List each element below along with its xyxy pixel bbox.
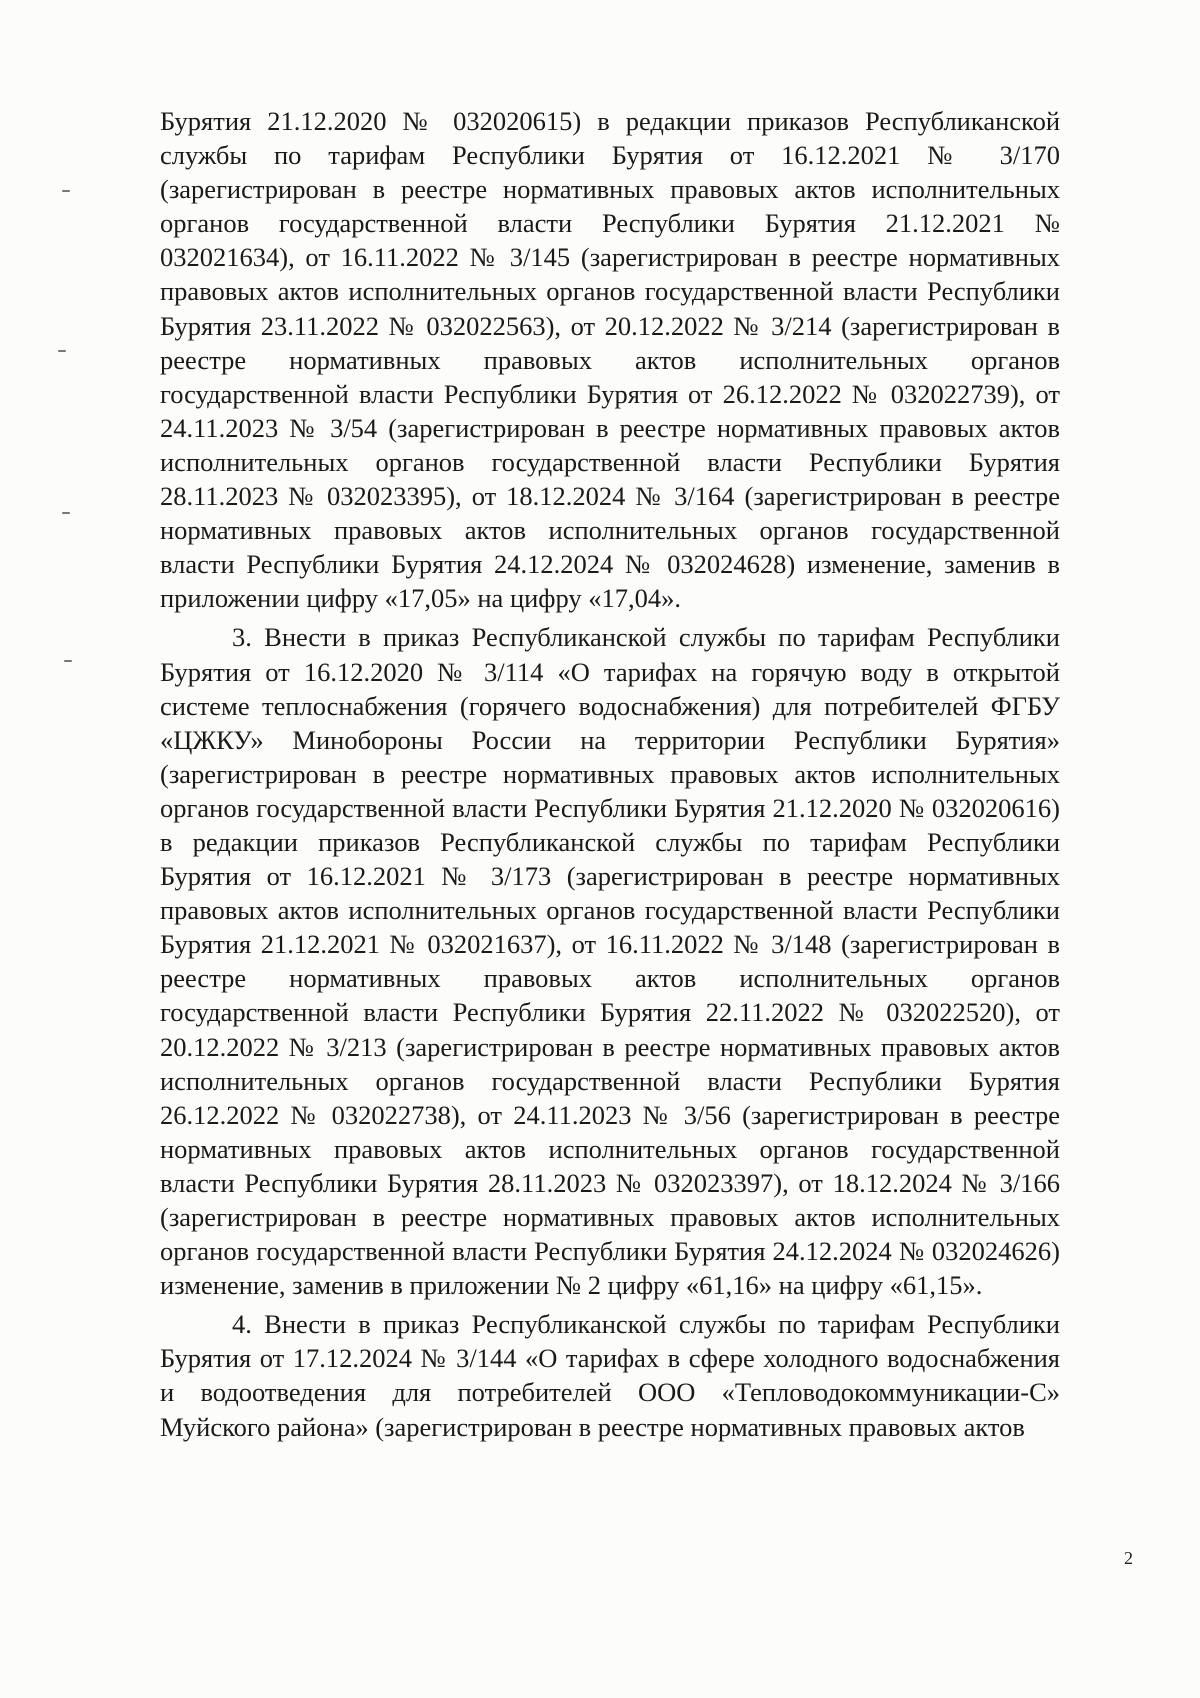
document-body bbox=[160, 104, 1060, 1444]
scan-speck bbox=[62, 190, 70, 192]
scan-speck bbox=[64, 660, 72, 662]
scan-speck bbox=[62, 512, 70, 514]
scan-speck bbox=[58, 350, 66, 352]
paragraph-continuation: Бурятия 21.12.2020 № 032020615) в редакции приказов Республиканской службы по тарифам Республики Бурятия от 16.12.2021 № 3/170 (зарегистрирован в реестре нормативных правовых актов исполнительных органов государственной власти Республики Бурятия 21.12.2021 № 032021634), от 16.11.2022 № 3/145 (зарегистрирован в реестре нормативных правовых актов исполнительных органов государственной власти Республики Бурятия 23.11.2022 № 032022563), от 20.12.2022 № 3/214 (зарегистрирован в реестре нормативных правовых актов исполнительных органов государственной власти Республики Бурятия от 26.12.2022 № 032022739), от 24.11.2023 № 3/54 (зарегистрирован в реестре нормативных правовых актов исполнительных органов государственной власти Республики Бурятия 28.11.2023 № 032023395), от 18.12.2024 № 3/164 (зарегистрирован в реестре нормативных правовых актов исполнительных органов государственной власти Республики Бурятия 24.12.2024 № 032024628) изменение, заменив в приложении цифру «17,05» на цифру «17,04». bbox=[160, 106, 1060, 614]
page-number: 2 bbox=[1124, 1548, 1133, 1568]
paragraph-item-3: 3. Внести в приказ Республиканской службы по тарифам Республики Бурятия от 16.12.2020 № 3/114 «О тарифах на горячую воду в открытой системе теплоснабжения (горячего водоснабжения) для потребителей ФГБУ «ЦЖКУ» Минобороны России на территории Республики Бурятия» (зарегистрирован в реестре нормативных правовых актов исполнительных органов государственной власти Республики Бурятия 21.12.2020 № 032020616) в редакции приказов Республиканской службы по тарифам Республики Бурятия от 16.12.2021 № 3/173 (зарегистрирован в реестре нормативных правовых актов исполнительных органов государственной власти Республики Бурятия 21.12.2021 № 032021637), от 16.11.2022 № 3/148 (зарегистрирован в реестре нормативных правовых актов исполнительных органов государственной власти Республики Бурятия 22.11.2022 № 032022520), от 20.12.2022 № 3/213 (зарегистрирован в реестре нормативных правовых актов исполнительных органов государственной власти Республики Бурятия 26.12.2022 № 032022738), от 24.11.2023 № 3/56 (зарегистрирован в реестре нормативных правовых актов исполнительных органов государственной власти Республики Бурятия 28.11.2023 № 032023397), от 18.12.2024 № 3/166 (зарегистрирован в реестре нормативных правовых актов исполнительных органов государственной власти Республики Бурятия 24.12.2024 № 032024626) изменение, заменив в приложении № 2 цифру «61,16» на цифру «61,15». bbox=[160, 622, 1060, 1301]
paragraph-item-4: 4. Внести в приказ Республиканской службы по тарифам Республики Бурятия от 17.12.2024 № 3/144 «О тарифах в сфере холодного водоснабжения и водоотведения для потребителей ООО «Тепловодокоммуникации-С» Муйского района» (зарегистрирован в реестре нормативных правовых актов bbox=[160, 1309, 1060, 1442]
